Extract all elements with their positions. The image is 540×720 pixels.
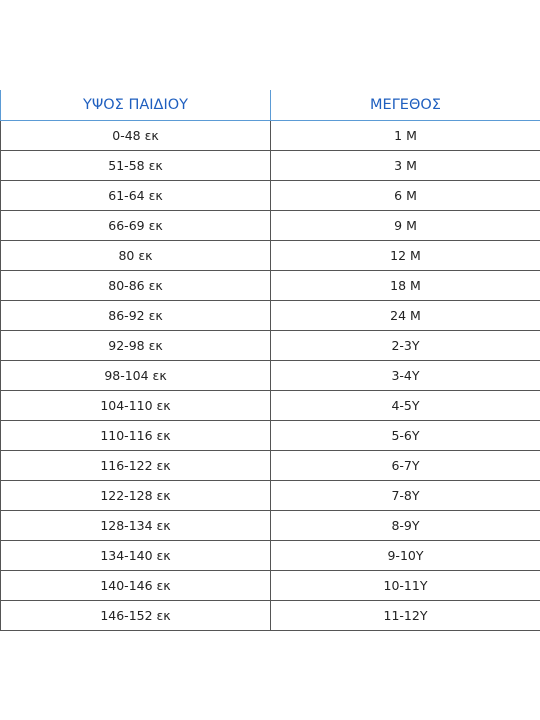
cell-size: 1 Μ (271, 121, 540, 151)
cell-child-height: 0-48 εκ (1, 121, 271, 151)
cell-size: 3-4Υ (271, 361, 540, 391)
cell-child-height: 92-98 εκ (1, 331, 271, 361)
header-child-height: ΥΨΟΣ ΠΑΙΔΙΟΥ (1, 90, 271, 121)
table-row (1, 391, 540, 421)
table-row (1, 421, 540, 451)
table-row (1, 151, 540, 181)
cell-size: 9-10Υ (271, 541, 540, 571)
table-row (1, 511, 540, 541)
cell-size: 8-9Υ (271, 511, 540, 541)
cell-size: 11-12Υ (271, 601, 540, 631)
cell-child-height: 146-152 εκ (1, 601, 271, 631)
cell-size: 24 Μ (271, 301, 540, 331)
cell-size: 6 Μ (271, 181, 540, 211)
table-row (1, 601, 540, 631)
cell-child-height: 110-116 εκ (1, 421, 271, 451)
cell-size: 10-11Υ (271, 571, 540, 601)
cell-child-height: 66-69 εκ (1, 211, 271, 241)
table-body (1, 121, 540, 631)
cell-size: 3 Μ (271, 151, 540, 181)
table-row (1, 301, 540, 331)
cell-child-height: 80-86 εκ (1, 271, 271, 301)
table-row (1, 271, 540, 301)
cell-size: 4-5Υ (271, 391, 540, 421)
table-row (1, 571, 540, 601)
table-row (1, 241, 540, 271)
cell-child-height: 128-134 εκ (1, 511, 271, 541)
table-row (1, 481, 540, 511)
cell-size: 6-7Υ (271, 451, 540, 481)
table-row (1, 181, 540, 211)
table-row (1, 121, 540, 151)
cell-size: 12 Μ (271, 241, 540, 271)
cell-child-height: 122-128 εκ (1, 481, 271, 511)
cell-size: 9 Μ (271, 211, 540, 241)
table-row (1, 541, 540, 571)
header-row (1, 90, 540, 121)
cell-child-height: 51-58 εκ (1, 151, 271, 181)
cell-child-height: 80 εκ (1, 241, 271, 271)
cell-child-height: 98-104 εκ (1, 361, 271, 391)
table-row (1, 451, 540, 481)
cell-size: 5-6Υ (271, 421, 540, 451)
cell-child-height: 104-110 εκ (1, 391, 271, 421)
table-row (1, 361, 540, 391)
cell-size: 18 Μ (271, 271, 540, 301)
table-row (1, 331, 540, 361)
cell-child-height: 61-64 εκ (1, 181, 271, 211)
cell-child-height: 140-146 εκ (1, 571, 271, 601)
cell-child-height: 86-92 εκ (1, 301, 271, 331)
cell-child-height: 116-122 εκ (1, 451, 271, 481)
cell-size: 7-8Υ (271, 481, 540, 511)
table-row (1, 211, 540, 241)
cell-child-height: 134-140 εκ (1, 541, 271, 571)
header-size: ΜΕΓΕΘΟΣ (271, 90, 540, 121)
cell-size: 2-3Υ (271, 331, 540, 361)
size-chart-table (0, 90, 540, 631)
